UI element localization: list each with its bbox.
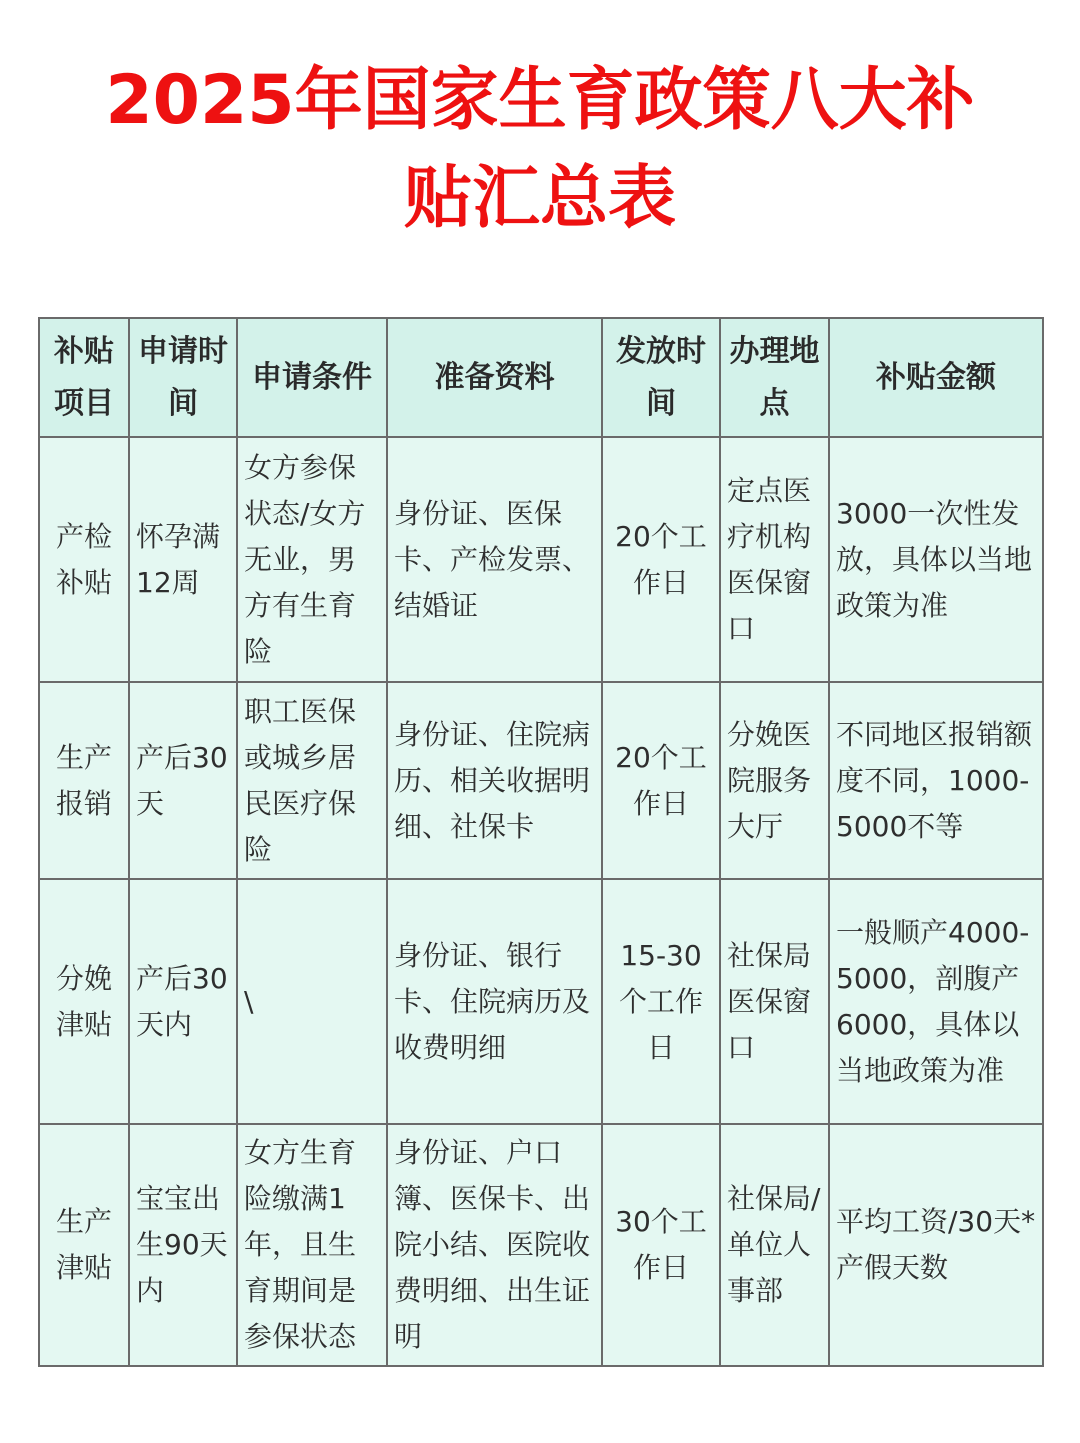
table-row bbox=[39, 682, 1043, 879]
header-project: 补贴项目 bbox=[39, 318, 129, 437]
header-apply-time: 申请时间 bbox=[129, 318, 237, 437]
header-materials: 准备资料 bbox=[387, 318, 602, 437]
cell-project: 生产报销 bbox=[39, 682, 129, 879]
cell-apply-time: 宝宝出生90天内 bbox=[129, 1124, 237, 1366]
cell-payout-time: 20个工作日 bbox=[602, 682, 720, 879]
page-title bbox=[0, 52, 1080, 248]
cell-apply-time: 产后30天 bbox=[129, 682, 237, 879]
cell-materials: 身份证、银行卡、住院病历及收费明细 bbox=[387, 879, 602, 1124]
cell-location: 分娩医院服务大厅 bbox=[720, 682, 829, 879]
title-line-2: 贴汇总表 bbox=[403, 159, 676, 238]
cell-apply-condition: 女方参保状态/女方无业，男方有生育险 bbox=[237, 437, 387, 682]
cell-apply-condition: \ bbox=[237, 879, 387, 1124]
cell-payout-time: 30个工作日 bbox=[602, 1124, 720, 1366]
cell-amount: 不同地区报销额度不同，1000-5000不等 bbox=[829, 682, 1043, 879]
cell-project: 分娩津贴 bbox=[39, 879, 129, 1124]
cell-amount: 一般顺产4000-5000，剖腹产6000，具体以当地政策为准 bbox=[829, 879, 1043, 1124]
cell-apply-condition: 职工医保或城乡居民医疗保险 bbox=[237, 682, 387, 879]
header-payout-time: 发放时间 bbox=[602, 318, 720, 437]
header-location: 办理地点 bbox=[720, 318, 829, 437]
cell-materials: 身份证、户口簿、医保卡、出院小结、医院收费明细、出生证明 bbox=[387, 1124, 602, 1366]
cell-location: 社保局医保窗口 bbox=[720, 879, 829, 1124]
cell-apply-time: 怀孕满12周 bbox=[129, 437, 237, 682]
title-line-1: 2025年国家生育政策八大补 bbox=[105, 61, 975, 140]
cell-amount: 平均工资/30天*产假天数 bbox=[829, 1124, 1043, 1366]
header-apply-condition: 申请条件 bbox=[237, 318, 387, 437]
cell-payout-time: 15-30个工作日 bbox=[602, 879, 720, 1124]
cell-apply-time: 产后30天内 bbox=[129, 879, 237, 1124]
cell-materials: 身份证、医保卡、产检发票、结婚证 bbox=[387, 437, 602, 682]
header-amount: 补贴金额 bbox=[829, 318, 1043, 437]
subsidy-table bbox=[38, 317, 1044, 1367]
table-row bbox=[39, 879, 1043, 1124]
table-row bbox=[39, 437, 1043, 682]
table-header-row bbox=[39, 318, 1043, 437]
table-row bbox=[39, 1124, 1043, 1366]
cell-location: 定点医疗机构医保窗口 bbox=[720, 437, 829, 682]
cell-payout-time: 20个工作日 bbox=[602, 437, 720, 682]
cell-project: 生产津贴 bbox=[39, 1124, 129, 1366]
cell-amount: 3000一次性发放，具体以当地政策为准 bbox=[829, 437, 1043, 682]
cell-location: 社保局/单位人事部 bbox=[720, 1124, 829, 1366]
cell-apply-condition: 女方生育险缴满1年，且生育期间是参保状态 bbox=[237, 1124, 387, 1366]
cell-project: 产检补贴 bbox=[39, 437, 129, 682]
cell-materials: 身份证、住院病历、相关收据明细、社保卡 bbox=[387, 682, 602, 879]
